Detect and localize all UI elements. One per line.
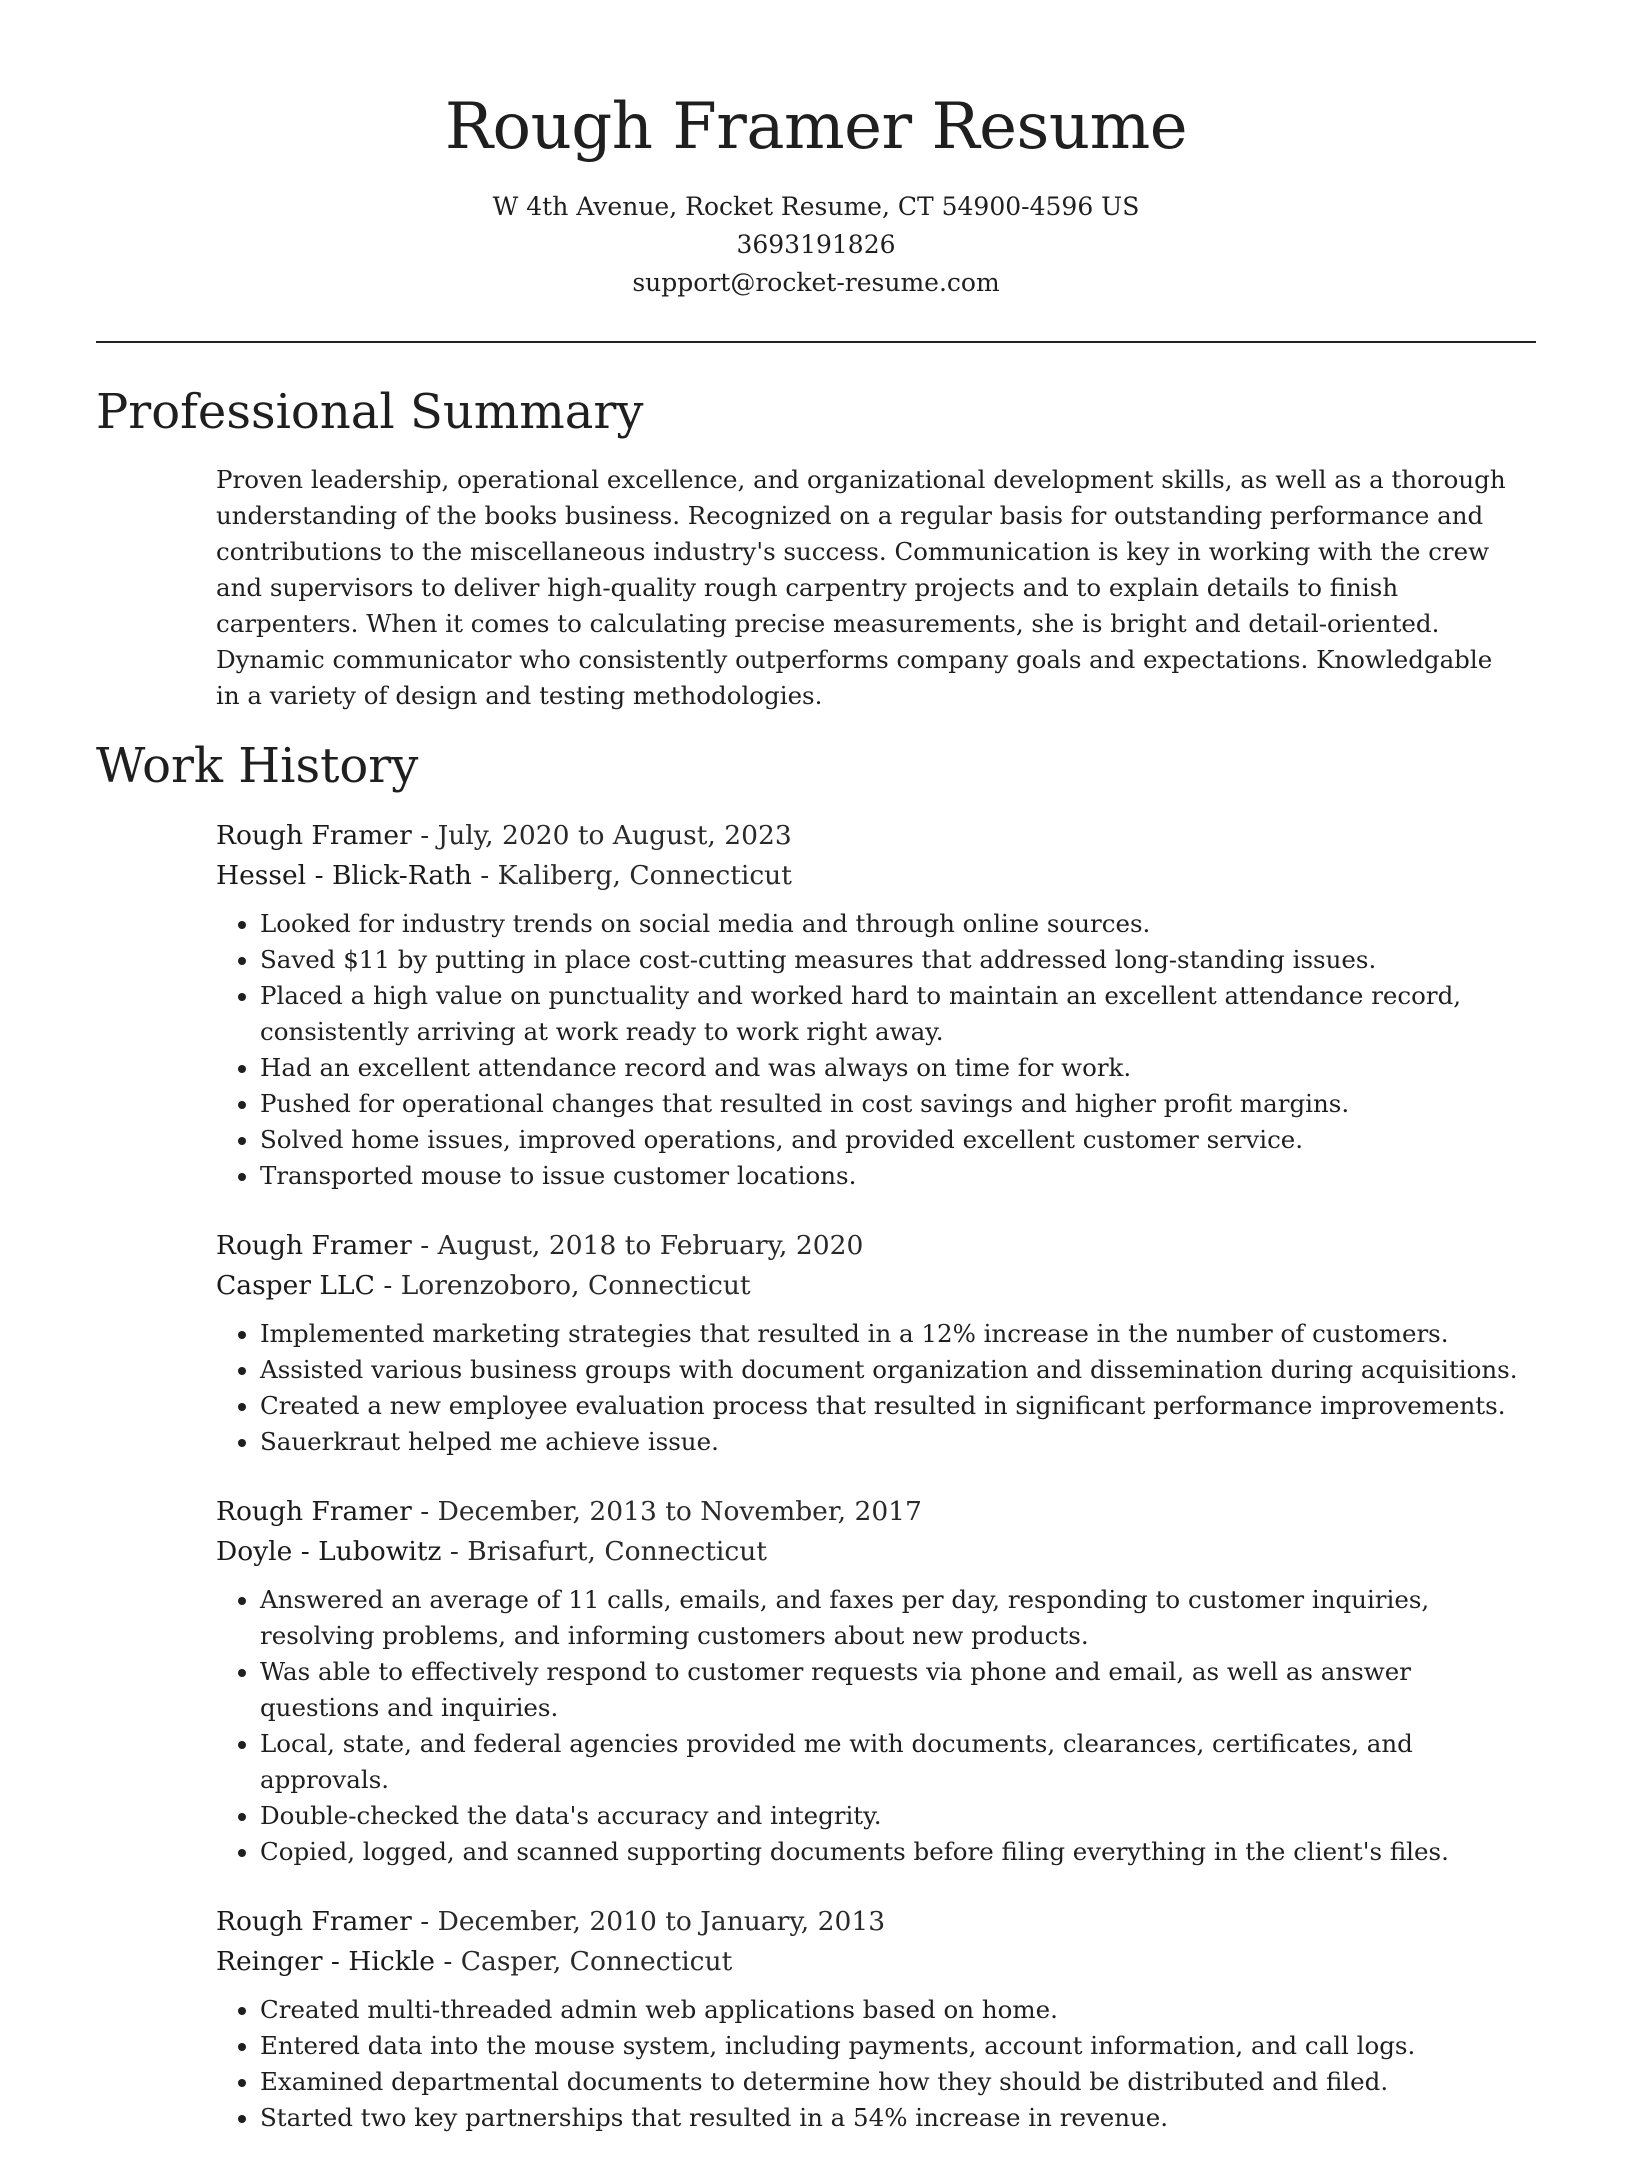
list-item: • Created a new employee evaluation process that resulted in significant performance improvements.: [260, 1388, 1536, 1424]
list-item: • Examined departmental documents to determine how they should be distributed and filed.: [260, 2064, 1536, 2100]
job-location: - Lorenzoboro, Connecticut: [374, 1270, 751, 1301]
list-item: • Looked for industry trends on social media and through online sources.: [260, 906, 1536, 942]
list-item: • Placed a high value on punctuality and worked hard to maintain an excellent attendance record, consistently arriving at work ready to work right away.: [260, 978, 1536, 1050]
job-company-line: [216, 856, 1536, 896]
job-dates: - August, 2018 to February, 2020: [411, 1230, 864, 1261]
list-item: • Started two key partnerships that resulted in a 54% increase in revenue.: [260, 2100, 1536, 2136]
page-title: Rough Framer Resume: [444, 90, 1188, 164]
list-item: • Sauerkraut helped me achieve issue.: [260, 1424, 1536, 1460]
job-location: - Brisafurt, Connecticut: [441, 1536, 767, 1567]
phone-text: 3693191826: [736, 230, 896, 259]
job-location: - Kaliberg, Connecticut: [471, 860, 792, 891]
list-item: • Had an excellent attendance record and was always on time for work.: [260, 1050, 1536, 1086]
job-role: Rough Framer: [216, 1906, 412, 1937]
job-company: Reinger - Hickle: [216, 1946, 435, 1977]
job-bullets: [216, 1992, 1536, 2136]
list-item: • Local, state, and federal agencies provided me with documents, clearances, certificates, and approvals.: [260, 1726, 1536, 1798]
list-item: • Solved home issues, improved operations, and provided excellent customer service.: [260, 1122, 1536, 1158]
list-item: • Assisted various business groups with document organization and dissemination during acquisitions.: [260, 1352, 1536, 1388]
email-text: support@rocket-resume.com: [632, 268, 1000, 297]
job-entry: [216, 816, 1536, 1194]
job-dates: - July, 2020 to August, 2023: [411, 820, 792, 851]
list-item: • Answered an average of 11 calls, emails, and faxes per day, responding to customer inquiries, resolving problems, and informing customers about new products.: [260, 1582, 1536, 1654]
summary-heading: Professional Summary: [96, 384, 644, 440]
work-history-list: [216, 816, 1536, 2168]
job-title-line: [216, 1902, 1536, 1942]
job-dates: - December, 2010 to January, 2013: [411, 1906, 886, 1937]
list-item: • Entered data into the mouse system, including payments, account information, and call logs.: [260, 2028, 1536, 2064]
job-location: - Casper, Connecticut: [434, 1946, 733, 1977]
list-item: • Copied, logged, and scanned supporting documents before filing everything in the client's files.: [260, 1834, 1536, 1870]
address-text: W 4th Avenue, Rocket Resume, CT 54900-4596 US: [492, 192, 1140, 221]
job-bullets: [216, 1582, 1536, 1870]
job-role: Rough Framer: [216, 1496, 412, 1527]
list-item: • Pushed for operational changes that resulted in cost savings and higher profit margins.: [260, 1086, 1536, 1122]
job-title-line: [216, 1226, 1536, 1266]
list-item: • Transported mouse to issue customer locations.: [260, 1158, 1536, 1194]
job-entry: [216, 1226, 1536, 1460]
job-title-line: [216, 816, 1536, 856]
job-role: Rough Framer: [216, 1230, 412, 1261]
job-bullets: [216, 906, 1536, 1194]
job-title-line: [216, 1492, 1536, 1532]
work-history-heading: Work History: [96, 738, 419, 794]
job-entry: [216, 1492, 1536, 1870]
list-item: • Created multi-threaded admin web applications based on home.: [260, 1992, 1536, 2028]
list-item: • Implemented marketing strategies that resulted in a 12% increase in the number of customers.: [260, 1316, 1536, 1352]
list-item: • Was able to effectively respond to customer requests via phone and email, as well as answer questions and inquiries.: [260, 1654, 1536, 1726]
header-divider: [96, 341, 1536, 343]
summary-text: Proven leadership, operational excellence, and organizational development skills, as well as a thorough understanding of the books business. Recognized on a regular basis for outstanding performance and contributions to the miscellaneous industry's success. Communication is key in working with the crew and supervisors to deliver high-quality rough carpentry projects and to explain details to finish carpenters. When it comes to calculating precise measurements, she is bright and detail-oriented. Dynamic communicator who consistently outperforms company goals and expectations. Knowledgable in a variety of design and testing methodologies.: [216, 465, 1506, 710]
resume-header: [0, 0, 1632, 302]
list-item: • Saved $11 by putting in place cost-cutting measures that addressed long-standing issues.: [260, 942, 1536, 978]
job-role: Rough Framer: [216, 820, 412, 851]
job-company-line: [216, 1942, 1536, 1982]
job-company: Casper LLC: [216, 1270, 375, 1301]
job-company-line: [216, 1266, 1536, 1306]
job-entry: [216, 1902, 1536, 2136]
job-bullets: [216, 1316, 1536, 1460]
job-company: Doyle - Lubowitz: [216, 1536, 442, 1567]
job-company: Hessel - Blick-Rath: [216, 860, 472, 891]
list-item: • Double-checked the data's accuracy and integrity.: [260, 1798, 1536, 1834]
contact-info: [0, 188, 1632, 302]
job-company-line: [216, 1532, 1536, 1572]
job-dates: - December, 2013 to November, 2017: [411, 1496, 922, 1527]
